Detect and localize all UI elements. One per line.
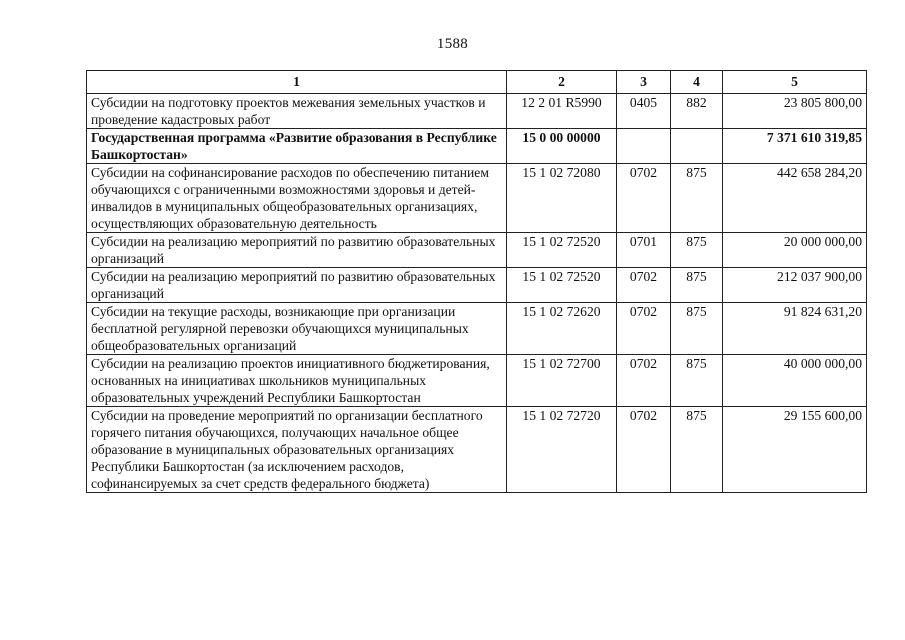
- row-target-code: 15 1 02 72700: [507, 355, 617, 407]
- row-administrator-code: 875: [671, 355, 723, 407]
- table-row: [87, 355, 867, 407]
- row-section-code: 0702: [617, 407, 671, 493]
- row-target-code: 15 1 02 72520: [507, 268, 617, 303]
- row-amount: 40 000 000,00: [723, 355, 867, 407]
- table-row: [87, 94, 867, 129]
- row-amount: 442 658 284,20: [723, 164, 867, 233]
- row-section-code: 0702: [617, 164, 671, 233]
- table-row: [87, 129, 867, 164]
- budget-table: [86, 70, 867, 493]
- row-amount: 23 805 800,00: [723, 94, 867, 129]
- row-target-code: 15 1 02 72520: [507, 233, 617, 268]
- table-row: [87, 268, 867, 303]
- row-name: Субсидии на реализацию мероприятий по развитию образовательных организаций: [87, 268, 507, 303]
- row-section-code: 0405: [617, 94, 671, 129]
- row-section-code: [617, 129, 671, 164]
- row-amount: 7 371 610 319,85: [723, 129, 867, 164]
- header-col-5: 5: [723, 71, 867, 94]
- row-administrator-code: 875: [671, 233, 723, 268]
- row-amount: 212 037 900,00: [723, 268, 867, 303]
- header-col-4: 4: [671, 71, 723, 94]
- row-section-code: 0702: [617, 268, 671, 303]
- row-administrator-code: 875: [671, 407, 723, 493]
- row-target-code: 15 0 00 00000: [507, 129, 617, 164]
- table-row: [87, 233, 867, 268]
- row-section-code: 0701: [617, 233, 671, 268]
- table-row: [87, 407, 867, 493]
- row-amount: 91 824 631,20: [723, 303, 867, 355]
- row-amount: 20 000 000,00: [723, 233, 867, 268]
- row-target-code: 15 1 02 72720: [507, 407, 617, 493]
- page-number: 1588: [436, 36, 469, 52]
- header-row: [87, 71, 867, 94]
- row-name: Субсидии на реализацию мероприятий по развитию образовательных организаций: [87, 233, 507, 268]
- row-target-code: 12 2 01 R5990: [507, 94, 617, 129]
- row-administrator-code: 875: [671, 164, 723, 233]
- row-name: Субсидии на проведение мероприятий по организации бесплатного горячего питания обучающихся, получающих начальное общее образование в муниципальных образовательных организациях Республики Башкортостан (за исключением расходов, софинансируемых за счет средств федерального бюджета): [87, 407, 507, 493]
- table-row: [87, 303, 867, 355]
- header-col-2: 2: [507, 71, 617, 94]
- table-header: [87, 71, 867, 94]
- row-administrator-code: 875: [671, 303, 723, 355]
- row-target-code: 15 1 02 72620: [507, 303, 617, 355]
- row-administrator-code: 875: [671, 268, 723, 303]
- row-administrator-code: 882: [671, 94, 723, 129]
- row-section-code: 0702: [617, 303, 671, 355]
- row-name: Субсидии на реализацию проектов инициативного бюджетирования, основанных на инициативах школьников муниципальных образовательных учреждений Республики Башкортостан: [87, 355, 507, 407]
- row-name: Субсидии на подготовку проектов межевания земельных участков и проведение кадастровых работ: [87, 94, 507, 129]
- header-col-3: 3: [617, 71, 671, 94]
- row-section-code: 0702: [617, 355, 671, 407]
- table-body: [87, 94, 867, 493]
- table-row: [87, 164, 867, 233]
- header-col-1: 1: [87, 71, 507, 94]
- row-name: Субсидии на софинансирование расходов по обеспечению питанием обучающихся с ограниченными возможностями здоровья и детей-инвалидов в муниципальных общеобразовательных организациях, осуществляющих образовательную деятельность: [87, 164, 507, 233]
- row-target-code: 15 1 02 72080: [507, 164, 617, 233]
- row-name: Государственная программа «Развитие образования в Республике Башкортостан»: [87, 129, 507, 164]
- row-name: Субсидии на текущие расходы, возникающие при организации бесплатной регулярной перевозки обучающихся муниципальных общеобразовательных организаций: [87, 303, 507, 355]
- row-amount: 29 155 600,00: [723, 407, 867, 493]
- row-administrator-code: [671, 129, 723, 164]
